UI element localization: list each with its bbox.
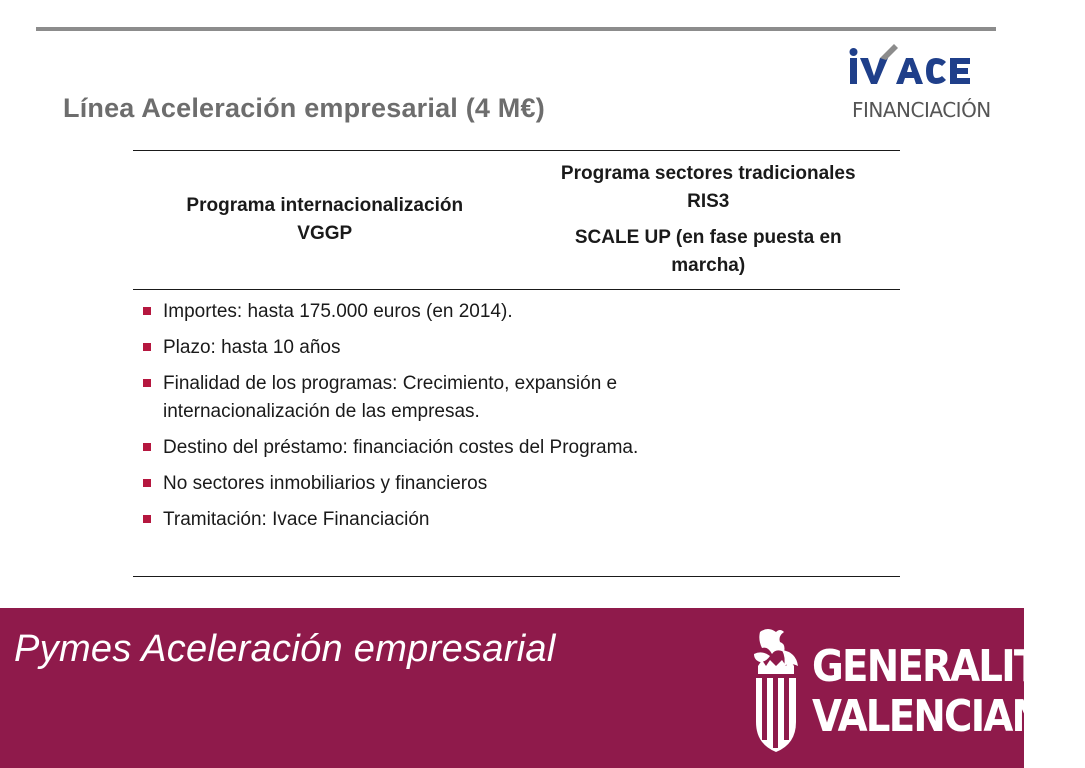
header-col1-line2: VGGP xyxy=(297,223,353,244)
square-bullet-icon xyxy=(143,443,151,451)
list-item xyxy=(143,470,763,498)
list-item-text: Importes: hasta 175.000 euros (en 2014). xyxy=(163,301,513,322)
header-col2-block1-line1: Programa sectores tradicionales xyxy=(560,163,856,184)
footer-band xyxy=(0,608,1085,768)
header-col-internacionalizacion xyxy=(133,151,517,289)
table-header-row xyxy=(133,151,900,289)
header-col2-block2 xyxy=(575,224,842,280)
square-bullet-icon xyxy=(143,479,151,487)
square-bullet-icon xyxy=(143,379,151,387)
table-body-cell xyxy=(133,290,900,576)
slide-title: Línea Aceleración empresarial (4 M€) xyxy=(63,93,545,123)
generalitat-wordmark-line1: GENERALITAT xyxy=(812,641,1085,692)
header-col2-block1-line2: RIS3 xyxy=(687,191,730,212)
generalitat-emblem-icon xyxy=(746,626,806,756)
generalitat-wordmark xyxy=(812,642,1085,742)
generalitat-wordmark-line2: VALENCIANA xyxy=(812,691,1071,742)
list-item-text: Finalidad de los programas: Crecimiento, expansión e internacionalización de las empresas. xyxy=(163,373,618,422)
conditions-list xyxy=(143,298,900,534)
square-bullet-icon xyxy=(143,343,151,351)
ivace-logo-mark xyxy=(846,44,992,90)
square-bullet-icon xyxy=(143,307,151,315)
ivace-logo xyxy=(846,44,996,124)
ivace-logo-subtitle: FINANCIACIÓN xyxy=(852,98,991,122)
list-item xyxy=(143,334,763,362)
list-item xyxy=(143,370,763,426)
footer-title: Pymes Aceleración empresarial xyxy=(14,628,556,670)
list-item-text: No sectores inmobiliarios y financieros xyxy=(163,473,488,494)
list-item xyxy=(143,506,763,534)
table-bottom-rule xyxy=(133,576,900,577)
header-col-sectores xyxy=(517,151,901,289)
list-item-text: Tramitación: Ivace Financiación xyxy=(163,509,430,530)
list-item xyxy=(143,298,763,326)
header-col2-block1 xyxy=(561,160,856,216)
list-item-text: Destino del préstamo: financiación costes del Programa. xyxy=(163,437,639,458)
program-table xyxy=(133,150,900,577)
square-bullet-icon xyxy=(143,515,151,523)
header-col1-line1: Programa internacionalización xyxy=(186,195,464,216)
header-col2-block2-line1: SCALE UP (en fase puesta en xyxy=(574,227,842,248)
list-item-text: Plazo: hasta 10 años xyxy=(163,337,341,358)
top-divider xyxy=(36,27,996,31)
header-col2-block2-line2: marcha) xyxy=(671,255,746,276)
list-item xyxy=(143,434,763,462)
